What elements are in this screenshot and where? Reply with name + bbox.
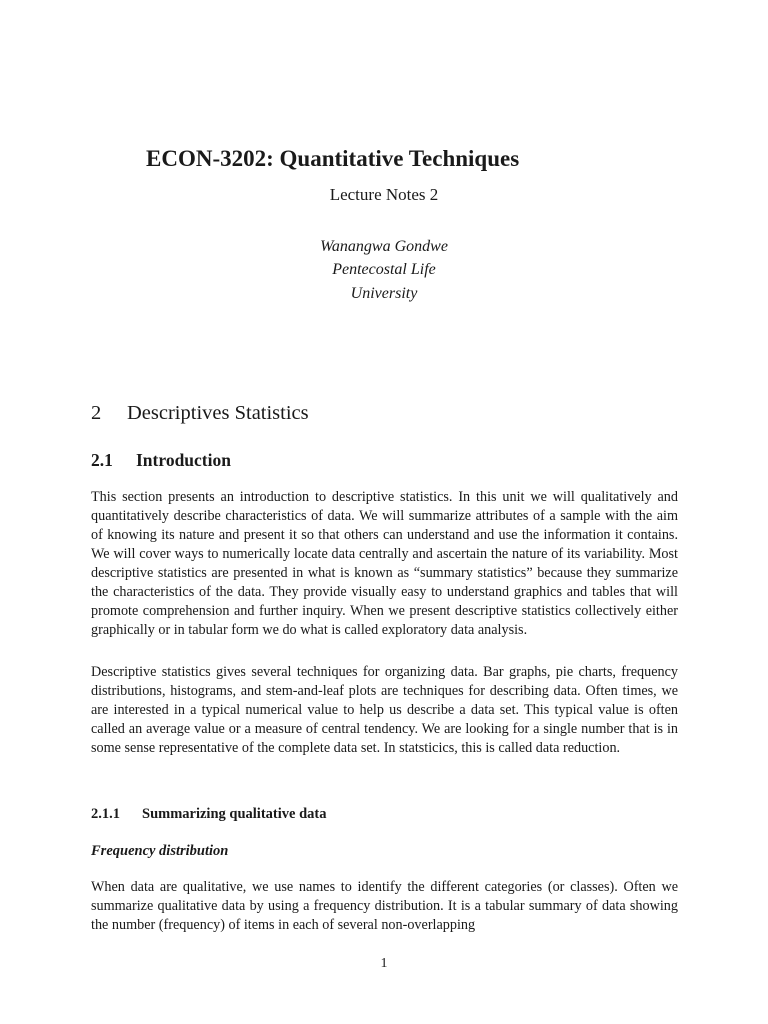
- author-affiliation-line-1: Pentecostal Life: [332, 261, 436, 278]
- page-number: 1: [380, 956, 388, 971]
- intro-paragraph-2: Descriptive statistics gives several techniques for organizing data. Bar graphs, pie charts, frequency distributions, histograms, and stem-and-leaf plots are techniques for describing data. Often times, we are interested in a typical numerical value to help us describe a data set. This typical value is often called an average value or a measure of central tendency. We are looking for a single number that is in some sense representative of the complete data set. In statsticics, this is called data reduction.: [91, 664, 678, 756]
- subsubsection-heading: [91, 806, 326, 823]
- subsection-title: Introduction: [136, 450, 231, 470]
- paragraph-heading: Frequency distribution: [91, 843, 229, 859]
- document-subtitle: Lecture Notes 2: [329, 185, 439, 204]
- subsection-number: 2.1: [91, 450, 113, 470]
- section-number: 2: [91, 402, 102, 424]
- author-affiliation-line-2: University: [350, 285, 418, 302]
- subsection-heading: [91, 450, 231, 471]
- document-title: ECON-3202: Quantitative Techniques: [146, 146, 520, 171]
- author-name: Wanangwa Gondwe: [320, 238, 448, 255]
- subsubsection-number: 2.1.1: [91, 806, 120, 822]
- intro-paragraph-1: This section presents an introduction to descriptive statistics. In this unit we will qualitatively and quantitatively describe characteristics of data. We will summarize attributes of a sample with the aim of knowing its nature and present it so that others can understand and use the information it contains. We will cover ways to numerically locate data centrally and ascertain the nature of its variability. Most descriptive statistics are presented in what is known as “summary statistics” because they summarize the characteristics of the data. They provide visually easy to understand graphics and tables that will promote comprehension and further inquiry. When we present descriptive statistics collectively either graphically or in tabular form we do what is called exploratory data analysis.: [91, 489, 678, 638]
- section-heading: [91, 402, 309, 425]
- section-title: Descriptives Statistics: [127, 402, 309, 424]
- frequency-paragraph: When data are qualitative, we use names to identify the different categories (or classes). Often we summarize qualitative data by using a frequency distribution. It is a tabular summary of data showing the number (frequency) of items in each of several non-overlapping: [91, 879, 678, 933]
- subsubsection-title: Summarizing qualitative data: [142, 806, 327, 822]
